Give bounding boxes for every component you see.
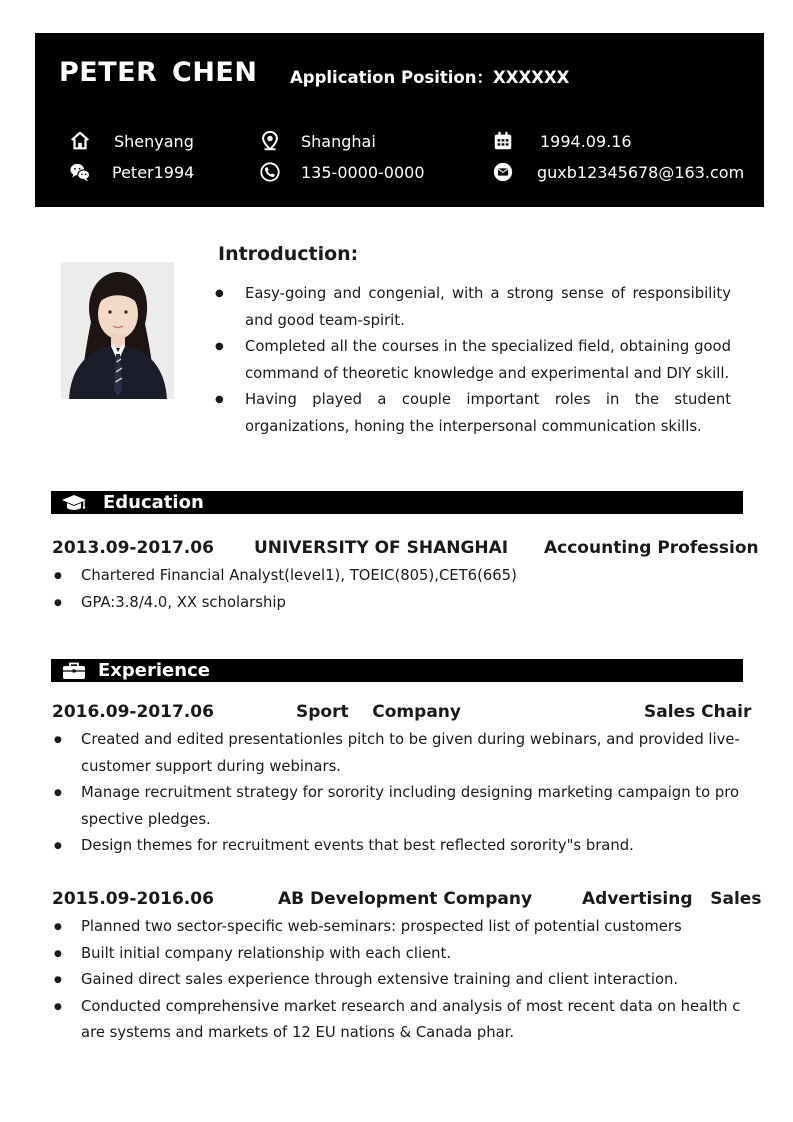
education-period: 2013.09-2017.06 (52, 538, 214, 558)
email-text: guxb12345678@163.com (537, 162, 745, 182)
list-item: ● Easy-going and congenial, with a strong sense of responsibility and good team-spirit. (215, 281, 731, 334)
last-name: CHEN (172, 57, 258, 88)
list-item: ● Completed all the courses in the specialized field, obtaining good command of theoretic knowledge and experimental and DIY skill. (215, 334, 731, 387)
contact-email (492, 161, 744, 183)
list-item: ● Created and edited presentationles pitch to be given during webinars, and provided live-customer support during webinars. (51, 727, 741, 780)
list-item: ● Built initial company relationship with each client. (51, 941, 741, 968)
list-item: ● Conducted comprehensive market research and analysis of most recent data on health care systems and markets of 12 EU nations & Canada phar. (51, 994, 741, 1047)
list-item: ● Having played a couple important roles in the student organizations, honing the interpersonal communication skills. (215, 387, 731, 440)
birth-text: 1994.09.16 (540, 131, 632, 151)
job-role: Advertising Sales (582, 889, 762, 909)
contact-city (259, 130, 376, 152)
first-name: PETER (59, 57, 158, 88)
education-list (51, 563, 741, 616)
contact-birth (492, 130, 632, 152)
education-section-header (51, 491, 743, 514)
application-position: Application Position：XXXXXX (290, 68, 570, 87)
list-item: ● Design themes for recruitment events that best reflected sorority"s brand. (51, 833, 741, 860)
job-duties-list (51, 727, 741, 860)
introduction-list (215, 281, 731, 440)
calendar-icon (492, 130, 514, 152)
email-icon (492, 161, 514, 183)
contact-wechat (69, 161, 194, 183)
experience-title: Experience (98, 660, 210, 681)
hometown-text: Shenyang (114, 131, 194, 151)
graduation-cap-icon (61, 493, 87, 512)
job-period: 2016.09-2017.06 (52, 702, 214, 722)
contact-phone (259, 161, 425, 183)
list-item: ● GPA:3.8/4.0, XX scholarship (51, 590, 741, 617)
wechat-icon (69, 161, 91, 183)
location-pin-icon (259, 130, 281, 152)
home-icon (69, 130, 91, 152)
list-item: ● Manage recruitment strategy for sorority including designing marketing campaign to prospective pledges. (51, 780, 741, 833)
introduction-title: Introduction: (218, 243, 359, 265)
list-item: ● Gained direct sales experience through extensive training and client interaction. (51, 967, 741, 994)
job-period: 2015.09-2016.06 (52, 889, 214, 909)
wechat-text: Peter1994 (112, 162, 195, 182)
job-role: Sales Chair (644, 702, 752, 722)
job-company: Sport Company (296, 702, 461, 722)
city-text: Shanghai (301, 131, 376, 151)
education-title: Education (103, 492, 204, 513)
list-item: ● Chartered Financial Analyst(level1), TOEIC(805),CET6(665) (51, 563, 741, 590)
phone-text: 135-0000-0000 (301, 162, 425, 182)
resume-header (35, 33, 764, 207)
profile-photo (61, 262, 174, 399)
briefcase-icon (61, 661, 87, 680)
experience-section-header (51, 659, 743, 682)
phone-icon (259, 161, 281, 183)
education-major: Accounting Profession (544, 538, 759, 558)
job-company: AB Development Company (278, 889, 533, 909)
education-school: UNIVERSITY OF SHANGHAI (254, 538, 509, 558)
list-item: ● Planned two sector-specific web-seminars: prospected list of potential customers (51, 914, 741, 941)
job-duties-list (51, 914, 741, 1047)
contact-hometown (69, 130, 194, 152)
